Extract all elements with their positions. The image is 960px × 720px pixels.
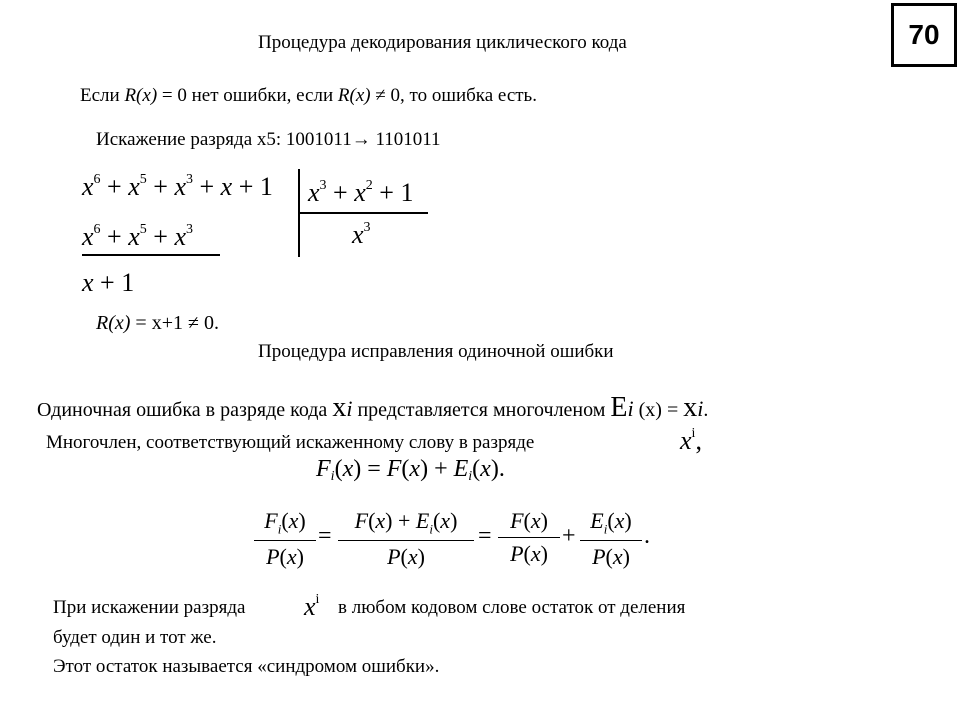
equals-sign: = — [318, 523, 332, 549]
fraction-sum-over-p: $F(x) + E_i(x)$ P(x) — [338, 508, 474, 570]
equals-sign: = — [478, 523, 492, 549]
conclusion-variable: $x^i$ — [304, 592, 320, 621]
period: . — [644, 523, 650, 549]
equation-sum: $F_i(x) = F(x) + E_i(x)$. — [316, 456, 505, 484]
conclusion-line1-a: При искажении разряда — [53, 597, 246, 618]
slide-title: Процедура декодирования циклического кода — [258, 32, 627, 53]
slide-number: 70 — [891, 3, 957, 67]
section-title: Процедура исправления одиночной ошибки — [258, 341, 614, 362]
dividend-polynomial: $x^6 + x^5 + x^3 + x + 1$ — [82, 172, 273, 201]
plus-sign: + — [562, 523, 576, 549]
remainder-line: R(x) = x+1 ≠ 0. — [96, 312, 219, 334]
condition-line: Если R(x) = 0 нет ошибки, если R(x) ≠ 0, то ошибка есть. — [80, 85, 537, 106]
quotient-polynomial: $x^3$ — [352, 220, 371, 249]
subtraction-line — [82, 254, 220, 256]
fraction-fi-over-p: $F_i(x)$ P(x) — [254, 508, 316, 570]
polynomial-variable: $x^i$, — [680, 426, 702, 455]
subtrahend-polynomial: $x^6 + x^5 + x^3$ — [82, 222, 193, 251]
conclusion-line1-b: в любом кодовом слове остаток от деления — [338, 597, 686, 618]
conclusion-line2: будет один и тот же. — [53, 627, 217, 648]
polynomial-description: Многочлен, соответствующий искаженному слову в разряде — [46, 432, 535, 453]
divisor-polynomial: $x^3 + x^2 + 1$ — [308, 178, 414, 207]
division-remainder: x + 1 — [82, 268, 135, 297]
fraction-f-over-p: F(x) P(x) — [498, 508, 560, 567]
division-bar-horizontal — [300, 212, 428, 214]
distortion-line: Искажение разряда x5: 1001011→ 1101011 — [96, 129, 441, 150]
fraction-ei-over-p: $E_i(x)$ P(x) — [580, 508, 642, 570]
conclusion-line3: Этот остаток называется «синдромом ошибки». — [53, 656, 440, 677]
single-error-line: Одиночная ошибка в разряде кода xi представляется многочленом Ei (x) = xi. — [37, 392, 709, 423]
